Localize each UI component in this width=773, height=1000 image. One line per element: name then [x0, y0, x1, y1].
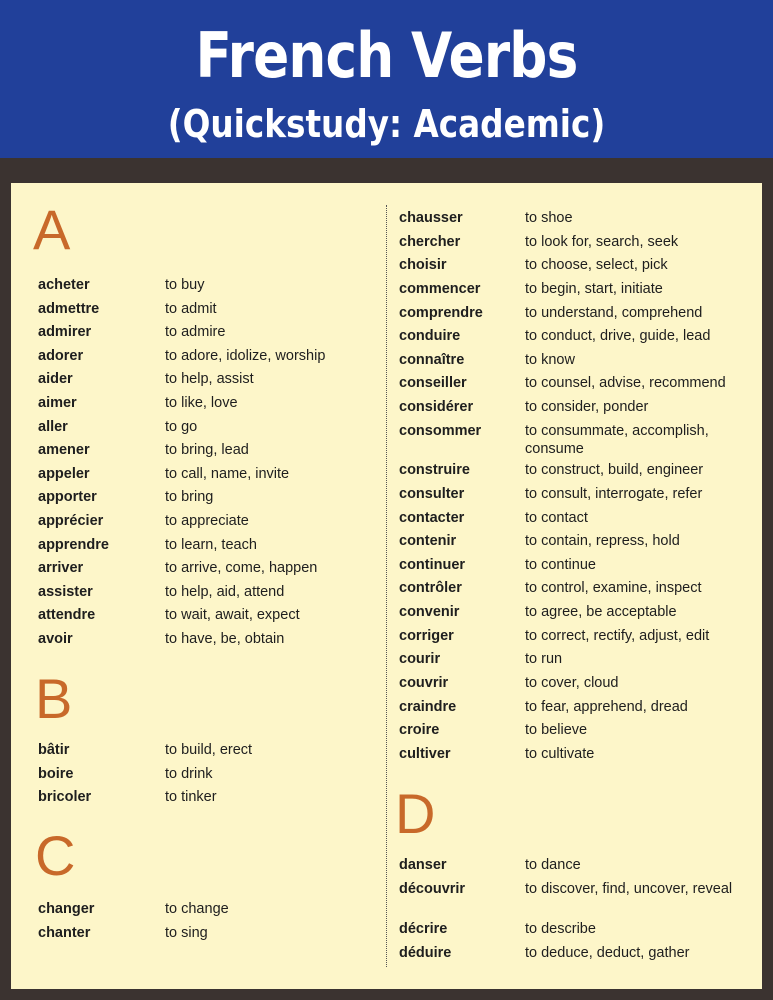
verb-meaning: to understand, comprehend — [525, 305, 703, 321]
verb-meaning: to begin, start, initiate — [525, 281, 663, 297]
verb-meaning: to correct, rectify, adjust, edit — [525, 628, 710, 644]
verb-meaning: to build, erect — [165, 742, 253, 758]
section-letter-b: B — [35, 667, 73, 730]
verb-meaning: to contact — [525, 510, 588, 526]
verb-meaning: to change — [165, 901, 229, 917]
verb-meaning: to sing — [165, 924, 208, 941]
verb-term: conduire — [399, 328, 461, 344]
verb-term: amener — [38, 442, 90, 459]
verb-term: acheter — [38, 277, 90, 293]
verb-meaning: to believe — [525, 722, 588, 738]
verb-meaning: to admire — [165, 324, 226, 341]
verb-meaning: to consider, ponder — [525, 399, 649, 415]
verb-meaning: to cover, cloud — [525, 675, 619, 691]
verb-term: assister — [38, 583, 93, 600]
verb-term: convenir — [399, 604, 460, 620]
verb-meaning: to go — [165, 418, 198, 435]
verb-term: comprendre — [399, 305, 483, 321]
column-divider — [386, 205, 387, 967]
verb-term: changer — [38, 901, 95, 917]
verb-meaning: to fear, apprehend, dread — [525, 699, 688, 715]
verb-meaning: to know — [525, 352, 575, 368]
verb-term: décrire — [399, 921, 448, 937]
verb-term: adorer — [38, 347, 84, 364]
section-letter-d: D — [395, 782, 436, 845]
verb-meaning: to drink — [165, 765, 213, 782]
verb-meaning: to admit — [165, 300, 217, 317]
verb-term: avoir — [38, 631, 73, 647]
verb-term: commencer — [399, 281, 481, 297]
verb-meaning: to arrive, come, happen — [165, 560, 318, 577]
verb-term: apporter — [38, 489, 97, 506]
verb-term: conseiller — [399, 375, 467, 391]
verb-meaning: to counsel, advise, recommend — [525, 375, 726, 391]
page-subtitle: (Quickstudy: Academic) — [167, 102, 606, 146]
verb-term: contenir — [399, 533, 457, 549]
verb-term: bricoler — [38, 789, 92, 806]
verb-meaning: to call, name, invite — [165, 465, 290, 482]
verb-term: boire — [38, 765, 74, 782]
verb-term: bâtir — [38, 742, 70, 758]
verb-term: croire — [399, 722, 440, 738]
verb-meaning: to buy — [165, 277, 205, 293]
verb-meaning: to adore, idolize, worship — [165, 347, 326, 364]
verb-meaning: to control, examine, inspect — [525, 580, 702, 596]
verb-term: choisir — [399, 257, 447, 273]
verb-term: courir — [399, 651, 441, 667]
verb-term: craindre — [399, 699, 457, 715]
verb-term: apprécier — [38, 513, 104, 529]
verb-meaning: to appreciate — [165, 513, 249, 529]
verb-meaning: to shoe — [525, 210, 573, 226]
verb-meaning: to dance — [525, 857, 581, 873]
verb-term: corriger — [399, 628, 454, 644]
verb-term: continuer — [399, 557, 466, 573]
verb-meaning: to discover, find, uncover, reveal — [525, 881, 733, 897]
verb-meaning: to cultivate — [525, 746, 595, 762]
verb-term: arriver — [38, 560, 84, 577]
verb-meaning: to consummate, accomplish, consume — [525, 423, 709, 457]
verb-meaning: to tinker — [165, 789, 217, 806]
verb-term: découvrir — [399, 881, 466, 897]
header-banner — [0, 0, 773, 158]
verb-term: admettre — [38, 300, 100, 317]
verb-meaning: to bring — [165, 489, 214, 506]
verb-term: cultiver — [399, 746, 451, 762]
verb-meaning: to help, aid, attend — [165, 583, 285, 600]
verb-term: appeler — [38, 465, 90, 482]
verb-meaning: to continue — [525, 557, 596, 573]
verb-term: déduire — [399, 945, 452, 961]
verb-term: aider — [38, 371, 73, 388]
verb-meaning: to learn, teach — [165, 536, 257, 553]
verb-term: aller — [38, 418, 68, 435]
verb-meaning: to look for, search, seek — [525, 234, 679, 250]
verb-term: chanter — [38, 924, 91, 941]
verb-meaning: to contain, repress, hold — [525, 533, 680, 549]
verb-meaning: to run — [525, 651, 563, 667]
verb-term: considérer — [399, 399, 474, 415]
section-letter-a: A — [33, 198, 71, 261]
verb-term: aimer — [38, 395, 77, 411]
verb-term: connaître — [399, 352, 465, 368]
verb-meaning: to conduct, drive, guide, lead — [525, 328, 711, 344]
verb-meaning: to deduce, deduct, gather — [525, 945, 690, 961]
verb-term: apprendre — [38, 536, 109, 553]
verb-term: contacter — [399, 510, 465, 526]
verb-term: couvrir — [399, 675, 449, 691]
verb-term: danser — [399, 857, 447, 873]
verb-list-panel — [11, 183, 762, 989]
section-letter-c: C — [35, 824, 76, 887]
verb-term: construire — [399, 462, 470, 478]
verb-meaning: to choose, select, pick — [525, 257, 668, 273]
verb-meaning: to construct, build, engineer — [525, 462, 704, 478]
verb-meaning: to describe — [525, 921, 596, 937]
verb-term: admirer — [38, 324, 92, 341]
verb-meaning: to agree, be acceptable — [525, 604, 677, 620]
verb-term: chercher — [399, 234, 461, 250]
verb-meaning: to wait, await, expect — [165, 607, 300, 624]
verb-meaning: to help, assist — [165, 371, 254, 388]
verb-term: contrôler — [399, 580, 462, 596]
verb-term: attendre — [38, 607, 96, 624]
page-title: French Verbs — [195, 19, 578, 92]
verb-meaning: to like, love — [165, 395, 238, 411]
verb-meaning: to bring, lead — [165, 442, 249, 459]
verb-term: chausser — [399, 210, 463, 226]
verb-meaning: to have, be, obtain — [165, 631, 285, 647]
verb-term: consulter — [399, 486, 465, 502]
verb-term: consommer — [399, 423, 482, 439]
verb-meaning: to consult, interrogate, refer — [525, 486, 703, 502]
